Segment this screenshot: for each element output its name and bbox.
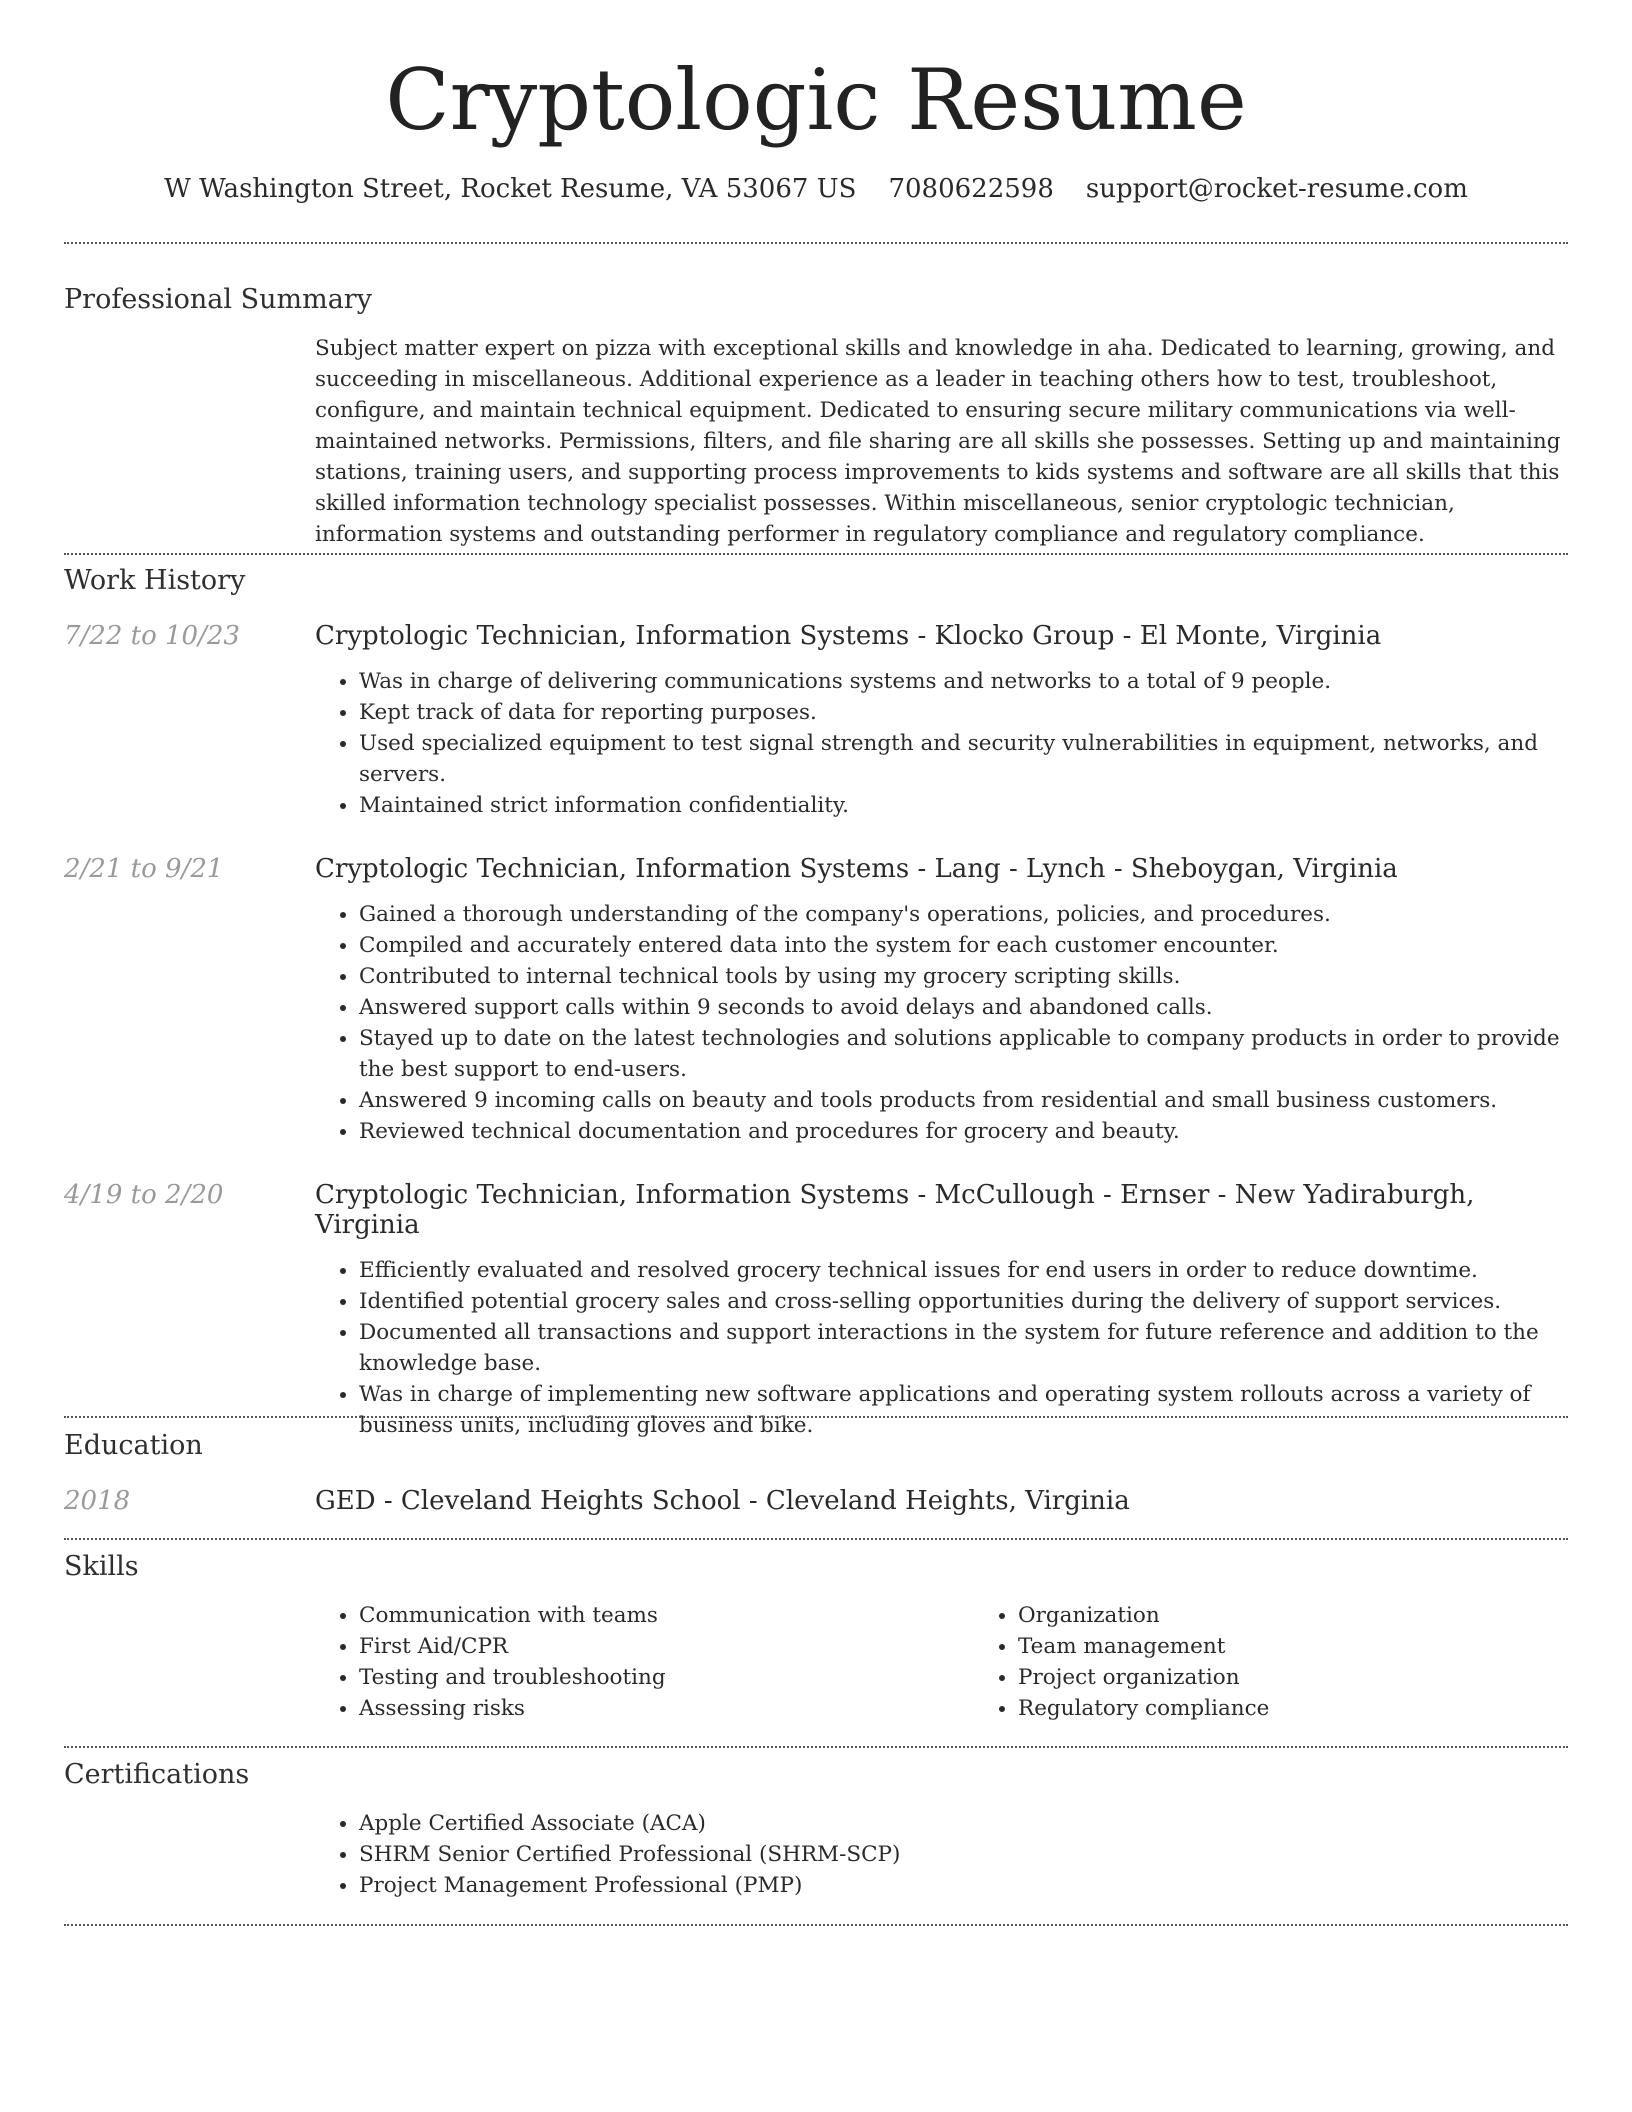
- job-dates: 2/21 to 9/21: [64, 854, 224, 884]
- list-item: • Testing and troubleshooting: [359, 1662, 974, 1693]
- section-title-summary: Professional Summary: [64, 284, 372, 315]
- list-item: • Reviewed technical documentation and procedures for grocery and beauty.: [359, 1116, 1568, 1147]
- list-item: • Organization: [1018, 1600, 1632, 1631]
- work-history-section: [64, 553, 1568, 1438]
- list-item: • Answered 9 incoming calls on beauty and tools products from residential and small business customers.: [359, 1085, 1568, 1116]
- list-item: • Assessing risks: [359, 1693, 974, 1724]
- resume-name: Cryptologic Resume: [385, 51, 1247, 149]
- certifications-section: [64, 1746, 1568, 1926]
- list-item: • Communication with teams: [359, 1600, 974, 1631]
- job-title: Cryptologic Technician, Information Systems - Klocko Group - El Monte, Virginia: [315, 621, 1382, 651]
- job-entry: [64, 621, 1568, 821]
- section-title-work: Work History: [64, 565, 246, 596]
- education-section: [64, 1416, 1568, 1538]
- contact-phone: 7080622598: [888, 174, 1054, 204]
- list-item: • Project organization: [1018, 1662, 1632, 1693]
- list-item: • Kept track of data for reporting purposes.: [359, 697, 1568, 728]
- education-year: 2018: [64, 1486, 131, 1516]
- job-bullets: [315, 899, 1568, 1147]
- list-item: • Maintained strict information confidentiality.: [359, 790, 1568, 821]
- skills-list-left: [315, 1600, 974, 1724]
- certifications-list: [315, 1808, 1568, 1901]
- job-bullets: [315, 666, 1568, 821]
- list-item: • Was in charge of implementing new software applications and operating system rollouts across a variety of business units, including gloves and bike.: [359, 1379, 1568, 1441]
- list-item: • Team management: [1018, 1631, 1632, 1662]
- summary-text: Subject matter expert on pizza with exceptional skills and knowledge in aha. Dedicated to learning, growing, and succeeding in miscellaneous. Additional experience as a leader in teaching others how to test, troubleshoot, configure, and maintain technical equipment. Dedicated to ensuring secure military communications via well-maintained networks. Permissions, filters, and file sharing are all skills she possesses. Setting up and maintaining stations, training users, and supporting process improvements to kids systems and software are all skills that this skilled information technology specialist possesses. Within miscellaneous, senior cryptologic technician, information systems and outstanding performer in regulatory compliance and regulatory compliance.: [315, 336, 1561, 547]
- list-item: • Compiled and accurately entered data into the system for each customer encounter.: [359, 930, 1568, 961]
- skills-list-right: [974, 1600, 1632, 1724]
- list-item: • SHRM Senior Certified Professional (SHRM-SCP): [359, 1839, 1568, 1870]
- list-item: • Efficiently evaluated and resolved grocery technical issues for end users in order to reduce downtime.: [359, 1255, 1568, 1286]
- list-item: • Gained a thorough understanding of the company's operations, policies, and procedures.: [359, 899, 1568, 930]
- list-item: • Answered support calls within 9 seconds to avoid delays and abandoned calls.: [359, 992, 1568, 1023]
- list-item: • Identified potential grocery sales and cross-selling opportunities during the delivery of support services.: [359, 1286, 1568, 1317]
- list-item: • Was in charge of delivering communications systems and networks to a total of 9 people.: [359, 666, 1568, 697]
- list-item: • Apple Certified Associate (ACA): [359, 1808, 1568, 1839]
- job-entry: [64, 854, 1568, 1147]
- list-item: • First Aid/CPR: [359, 1631, 974, 1662]
- section-title-certifications: Certifications: [64, 1759, 250, 1790]
- job-title: Cryptologic Technician, Information Systems - Lang - Lynch - Sheboygan, Virginia: [315, 854, 1398, 884]
- skills-section: [64, 1538, 1568, 1746]
- list-item: • Documented all transactions and support interactions in the system for future reference and addition to the knowledge base.: [359, 1317, 1568, 1379]
- list-item: • Stayed up to date on the latest technologies and solutions applicable to company products in order to provide the best support to end-users.: [359, 1023, 1568, 1085]
- list-item: • Contributed to internal technical tools by using my grocery scripting skills.: [359, 961, 1568, 992]
- job-dates: 4/19 to 2/20: [64, 1180, 224, 1210]
- job-dates: 7/22 to 10/23: [64, 621, 240, 651]
- contact-email: support@rocket-resume.com: [1085, 174, 1468, 204]
- contact-line: [0, 174, 1632, 204]
- list-item: • Regulatory compliance: [1018, 1693, 1632, 1724]
- list-item: • Project Management Professional (PMP): [359, 1870, 1568, 1901]
- summary-section: [64, 242, 1568, 553]
- section-title-education: Education: [64, 1430, 203, 1461]
- education-degree: GED - Cleveland Heights School - Cleveland Heights, Virginia: [315, 1486, 1130, 1516]
- job-bullets: [315, 1255, 1568, 1441]
- job-title: Cryptologic Technician, Information Systems - McCullough - Ernser - New Yadiraburgh, Virginia: [315, 1180, 1475, 1240]
- section-title-skills: Skills: [64, 1551, 139, 1582]
- job-entry: [64, 1180, 1568, 1441]
- list-item: • Used specialized equipment to test signal strength and security vulnerabilities in equipment, networks, and servers.: [359, 728, 1568, 790]
- contact-address: W Washington Street, Rocket Resume, VA 53067 US: [164, 174, 857, 204]
